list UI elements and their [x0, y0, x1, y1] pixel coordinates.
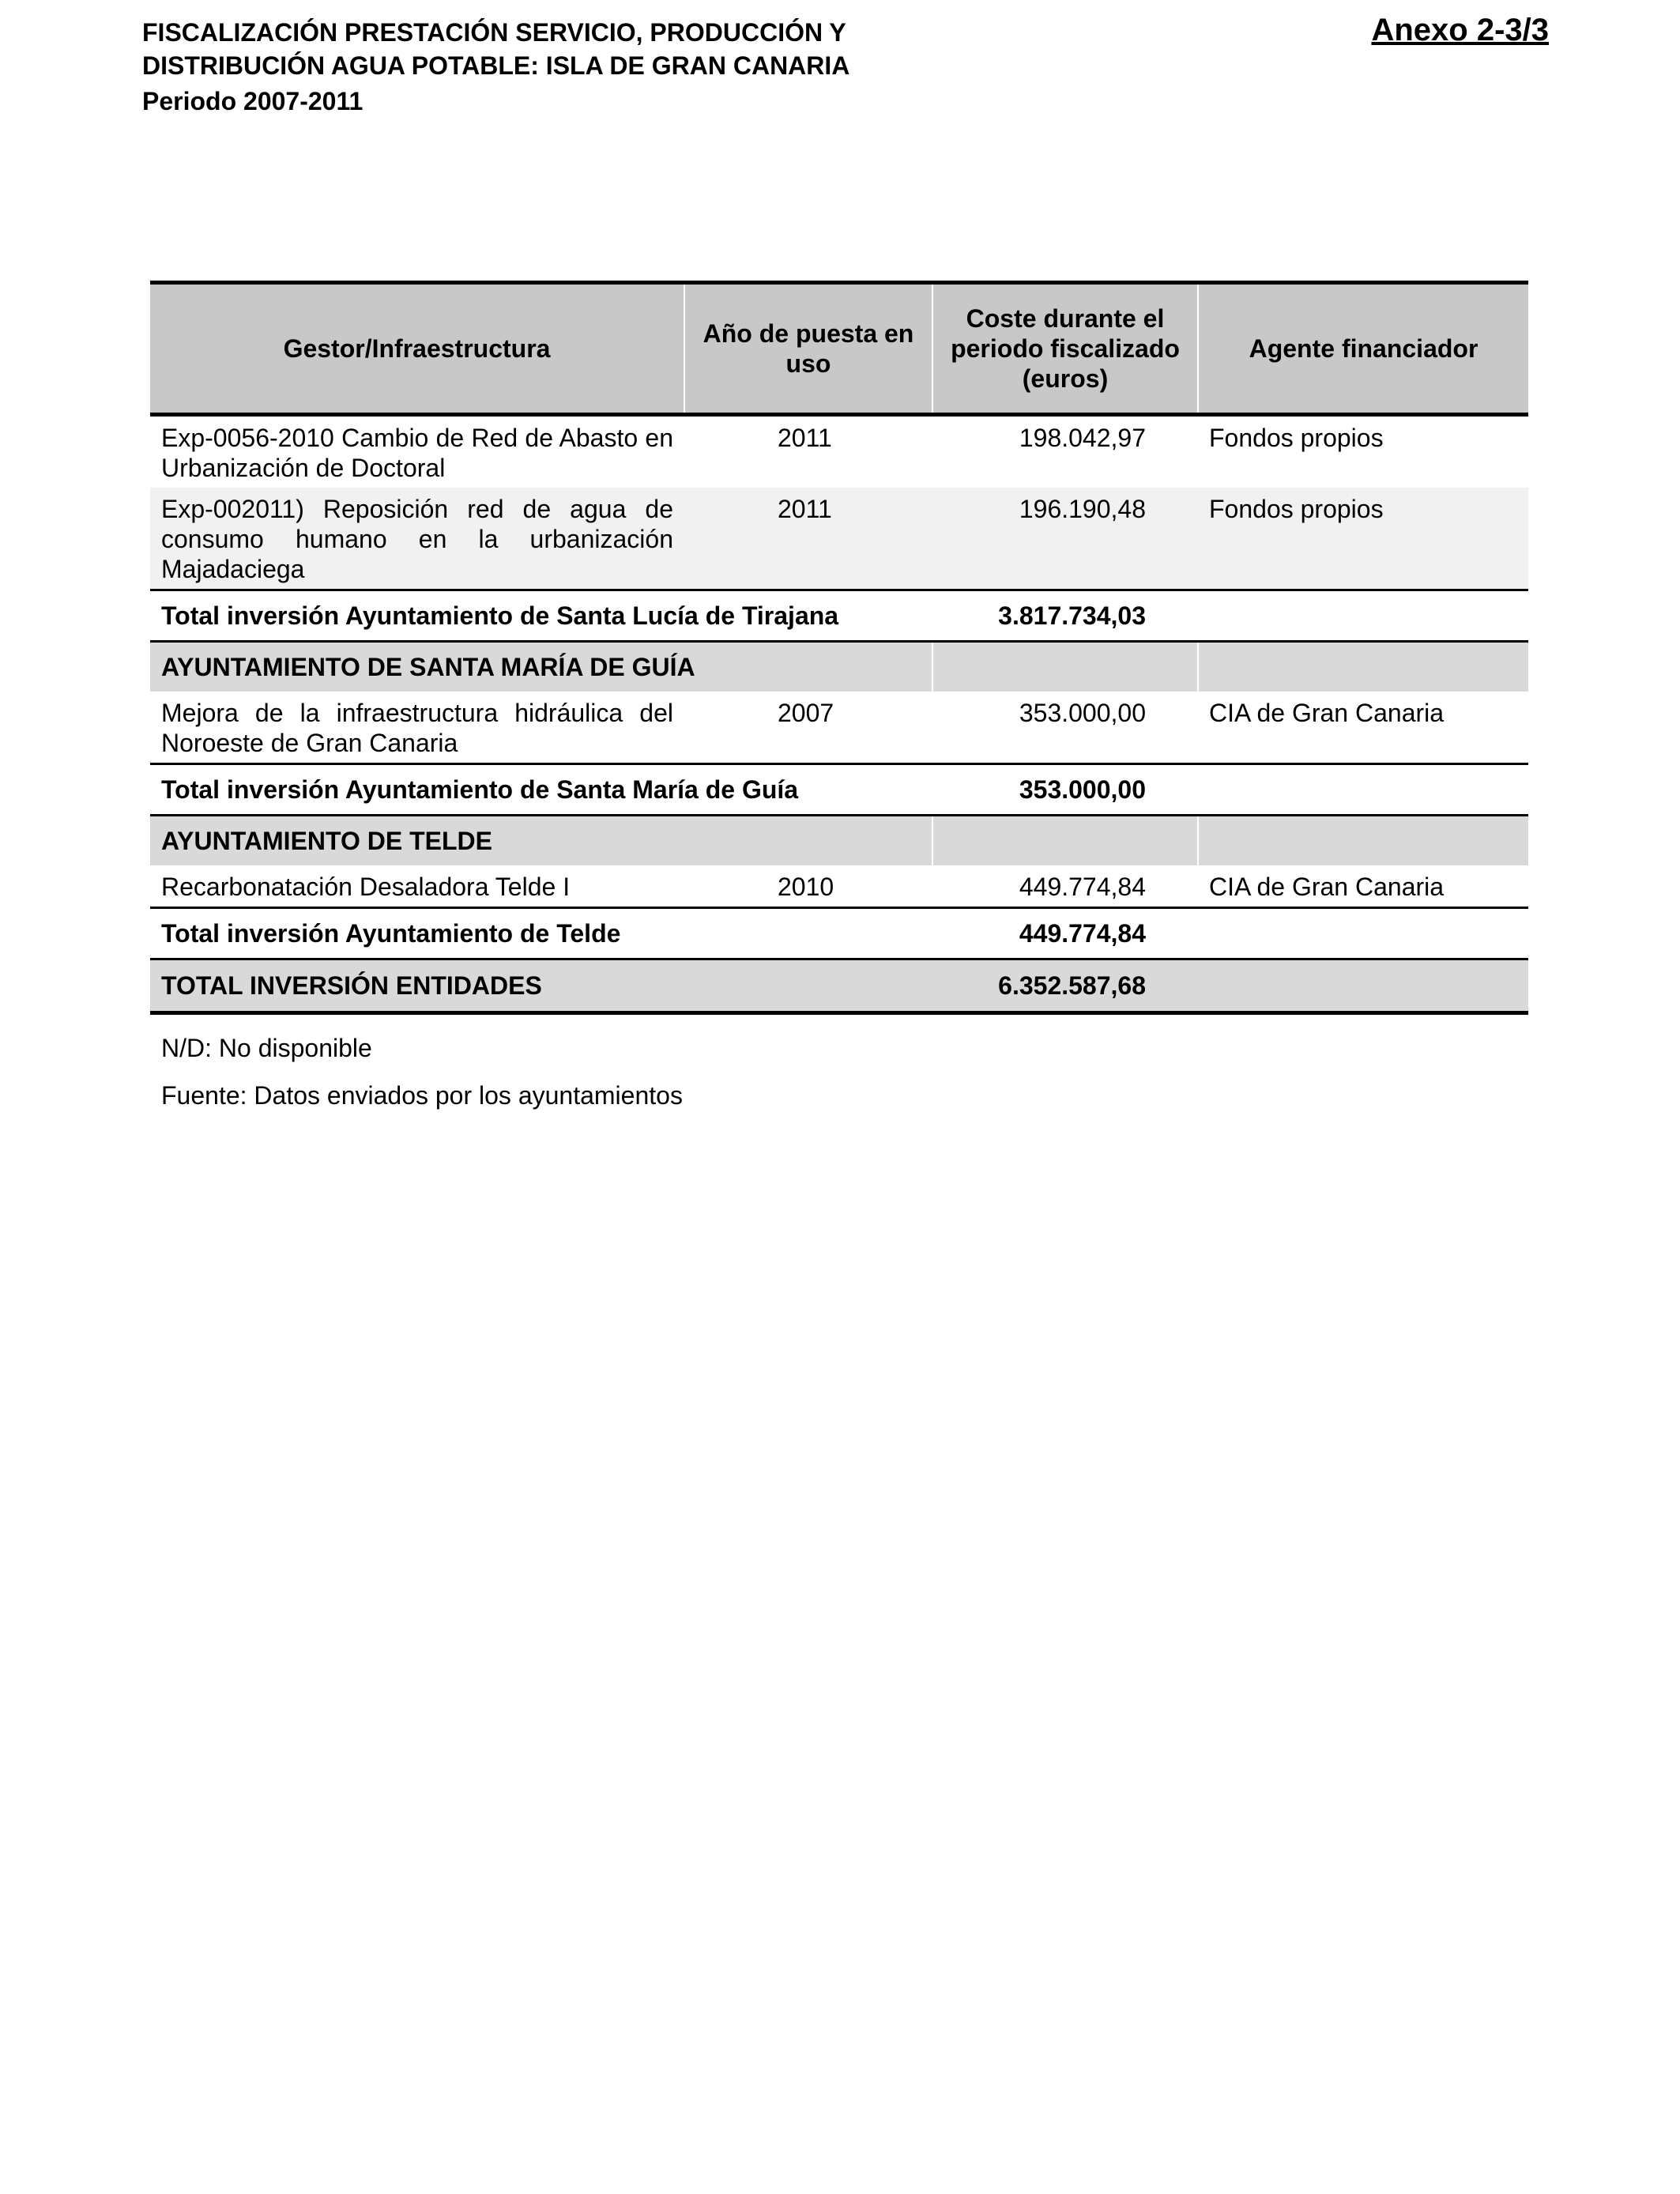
cell-cost: 449.774,84 — [932, 865, 1198, 908]
note-source: Fuente: Datos enviados por los ayuntamientos — [161, 1081, 683, 1110]
cell-cost: 196.190,48 — [932, 488, 1198, 590]
cell-description: Exp-002011) Reposición red de agua de consumo humano en la urbanización Majadaciega — [150, 488, 684, 590]
total-value: 449.774,84 — [932, 908, 1198, 959]
cell-description: Mejora de la infraestructura hidráulica del Noroeste de Gran Canaria — [150, 692, 684, 764]
title-line-2: DISTRIBUCIÓN AGUA POTABLE: ISLA DE GRAN CANARIA — [142, 51, 850, 80]
section-row-telde — [150, 816, 1528, 866]
section-label: AYUNTAMIENTO DE TELDE — [150, 816, 932, 866]
note-nd: N/D: No disponible — [161, 1034, 372, 1062]
grand-total-empty — [1198, 959, 1528, 1013]
document-title — [142, 16, 1170, 82]
cell-year: 2011 — [684, 415, 932, 488]
total-label: Total inversión Ayuntamiento de Telde — [150, 908, 932, 959]
table-row — [150, 488, 1528, 590]
cell-year: 2007 — [684, 692, 932, 764]
total-row-telde — [150, 908, 1528, 959]
table-row — [150, 415, 1528, 488]
section-row-guia — [150, 642, 1528, 692]
section-empty — [1198, 816, 1528, 866]
cell-agent: Fondos propios — [1198, 488, 1528, 590]
total-value: 353.000,00 — [932, 764, 1198, 816]
period-label: Periodo 2007-2011 — [142, 87, 363, 115]
cell-description: Recarbonatación Desaladora Telde I — [150, 865, 684, 908]
total-empty — [1198, 590, 1528, 642]
annex-label: Anexo 2-3/3 — [1371, 13, 1549, 47]
section-empty — [932, 642, 1198, 692]
cell-cost: 198.042,97 — [932, 415, 1198, 488]
total-value: 3.817.734,03 — [932, 590, 1198, 642]
total-label: Total inversión Ayuntamiento de Santa María de Guía — [150, 764, 932, 816]
investment-table — [150, 281, 1528, 1015]
cell-year: 2011 — [684, 488, 932, 590]
column-header-year: Año de puesta en uso — [684, 283, 932, 415]
column-header-agent: Agente financiador — [1198, 283, 1528, 415]
cell-agent: CIA de Gran Canaria — [1198, 865, 1528, 908]
table-row — [150, 865, 1528, 908]
total-label: Total inversión Ayuntamiento de Santa Lucía de Tirajana — [150, 590, 932, 642]
grand-total-row — [150, 959, 1528, 1013]
table-header-row — [150, 283, 1528, 415]
column-header-cost: Coste durante el periodo fiscalizado (euros) — [932, 283, 1198, 415]
section-empty — [1198, 642, 1528, 692]
grand-total-label: TOTAL INVERSIÓN ENTIDADES — [150, 959, 932, 1013]
table-row — [150, 692, 1528, 764]
total-empty — [1198, 764, 1528, 816]
section-label: AYUNTAMIENTO DE SANTA MARÍA DE GUÍA — [150, 642, 932, 692]
total-row-santa-lucia — [150, 590, 1528, 642]
cell-agent: Fondos propios — [1198, 415, 1528, 488]
grand-total-value: 6.352.587,68 — [932, 959, 1198, 1013]
title-line-1: FISCALIZACIÓN PRESTACIÓN SERVICIO, PRODUCCIÓN Y — [142, 18, 846, 47]
cell-agent: CIA de Gran Canaria — [1198, 692, 1528, 764]
section-empty — [932, 816, 1198, 866]
cell-year: 2010 — [684, 865, 932, 908]
total-empty — [1198, 908, 1528, 959]
cell-description: Exp-0056-2010 Cambio de Red de Abasto en Urbanización de Doctoral — [150, 415, 684, 488]
column-header-gestor: Gestor/Infraestructura — [150, 283, 684, 415]
cell-cost: 353.000,00 — [932, 692, 1198, 764]
total-row-guia — [150, 764, 1528, 816]
